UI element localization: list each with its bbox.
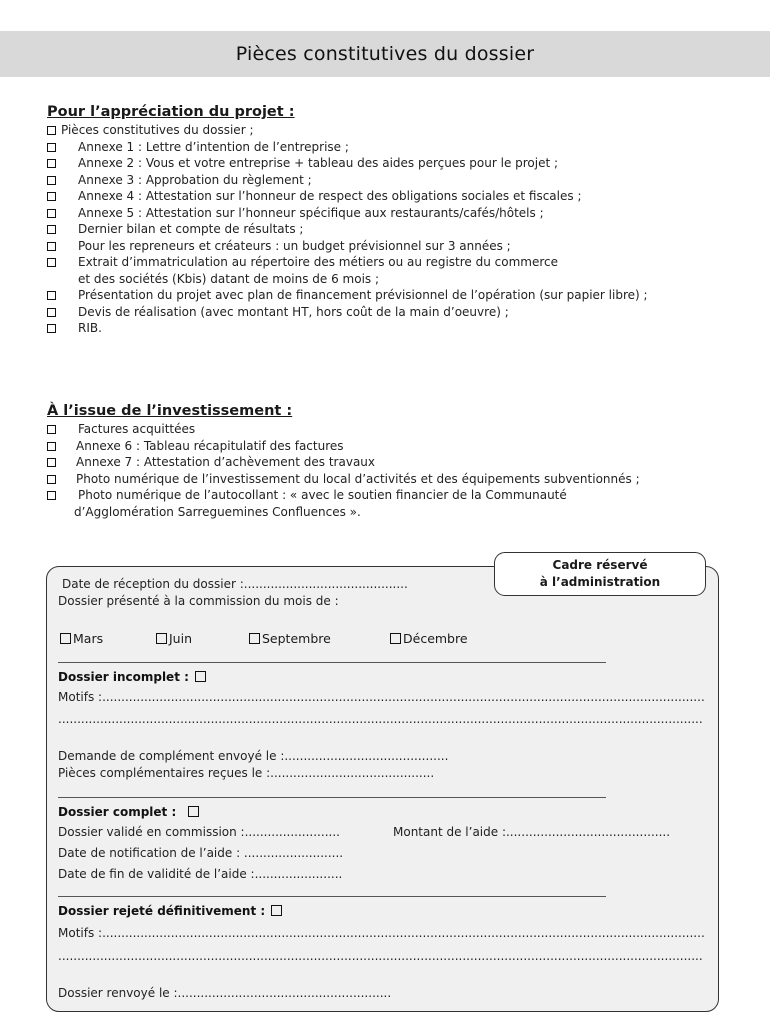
admin-frame <box>46 566 719 1012</box>
page-title: Pièces constitutives du dossier <box>235 43 535 65</box>
date-reception-field[interactable]: Date de réception du dossier :........................................... <box>62 577 408 591</box>
checklist-item <box>47 304 737 321</box>
dossier-rejete-checkbox[interactable] <box>271 905 282 916</box>
item-label: Annexe 4 : Attestation sur l’honneur de respect des obligations sociales et fiscales ; <box>78 189 582 203</box>
item-label-line2: d’Agglomération Sarreguemines Confluences ». <box>74 504 361 519</box>
divider <box>58 896 606 897</box>
item-label: Pour les repreneurs et créateurs : un budget prévisionnel sur 3 années ; <box>78 238 511 253</box>
checklist-item <box>47 421 737 438</box>
checkbox[interactable] <box>47 491 56 500</box>
dossier-incomplet-checkbox[interactable] <box>195 671 206 682</box>
checklist-item <box>47 287 737 304</box>
checklist-item <box>47 139 737 156</box>
motifs-rejete-field[interactable]: Motifs :.............................................................................................................................................................. <box>58 926 705 940</box>
item-label: Dernier bilan et compte de résultats ; <box>78 222 304 236</box>
checklist-item <box>47 205 737 222</box>
dossier-valide-field[interactable]: Dossier validé en commission :......................... <box>58 825 340 839</box>
item-label: Annexe 3 : Approbation du règlement ; <box>78 172 312 187</box>
item-label: Annexe 2 : Vous et votre entreprise + tableau des aides perçues pour le projet ; <box>78 156 559 170</box>
checklist-item <box>47 320 737 337</box>
item-label: Annexe 6 : Tableau récapitulatif des factures <box>76 438 344 453</box>
checkbox[interactable] <box>390 633 401 644</box>
checkbox[interactable] <box>47 192 56 201</box>
checkbox[interactable] <box>47 258 56 267</box>
checklist-item <box>47 238 737 255</box>
checkbox[interactable] <box>249 633 260 644</box>
month-label: Septembre <box>262 631 331 646</box>
checkbox[interactable] <box>47 242 56 251</box>
checkbox[interactable] <box>47 475 56 484</box>
dossier-incomplet-label: Dossier incomplet : <box>58 670 189 684</box>
motifs-incomplet-continuation[interactable]: ......................................................................................................................................................................... <box>58 712 703 726</box>
dossier-complet-row <box>58 804 199 820</box>
month-option-juin[interactable] <box>156 631 192 646</box>
admin-tab-line2: à l’administration <box>539 575 661 589</box>
checkbox[interactable] <box>47 126 56 135</box>
item-label: Photo numérique de l’investissement du local d’activités et des équipements subventionnés ; <box>76 471 640 486</box>
item-label: Pièces constitutives du dossier ; <box>61 123 254 137</box>
dossier-rejete-row <box>58 903 282 919</box>
month-label: Mars <box>73 631 104 646</box>
title-banner <box>0 31 770 77</box>
item-label: Présentation du projet avec plan de financement prévisionnel de l’opération (sur papier libre) ; <box>78 288 648 302</box>
item-label <box>74 487 567 520</box>
item-label-line1: Photo numérique de l’autocollant : « avec le soutien financier de la Communauté <box>78 488 567 502</box>
item-label-line1: Extrait d’immatriculation au répertoire des métiers ou au registre du commerce <box>78 255 559 269</box>
checklist-item <box>47 471 737 488</box>
checklist-item <box>47 221 737 238</box>
dossier-incomplet-row <box>58 669 206 685</box>
divider <box>58 797 606 798</box>
month-label: Juin <box>169 631 193 646</box>
section-appreciation <box>47 102 737 337</box>
checkbox[interactable] <box>47 458 56 467</box>
checklist-item <box>47 487 737 520</box>
item-label: Annexe 1 : Lettre d’intention de l’entreprise ; <box>78 139 349 154</box>
date-notification-field[interactable]: Date de notification de l’aide : .......................... <box>58 846 344 860</box>
item-label: Annexe 5 : Attestation sur l’honneur spécifique aux restaurants/cafés/hôtels ; <box>78 205 544 220</box>
item-label: Annexe 7 : Attestation d’achèvement des travaux <box>76 455 376 469</box>
dossier-presente-label: Dossier présenté à la commission du mois de : <box>58 594 339 608</box>
checklist-item <box>47 454 737 471</box>
section-title: Pour l’appréciation du projet : <box>47 104 295 120</box>
checkbox[interactable] <box>47 225 56 234</box>
section-issue-investissement <box>47 401 737 520</box>
section-title: À l’issue de l’investissement : <box>47 403 293 419</box>
checkbox[interactable] <box>156 633 167 644</box>
checkbox[interactable] <box>47 291 56 300</box>
checkbox[interactable] <box>47 442 56 451</box>
dossier-complet-checkbox[interactable] <box>188 806 199 817</box>
checkbox[interactable] <box>47 159 56 168</box>
checklist-item <box>47 188 737 205</box>
montant-aide-field[interactable]: Montant de l’aide :........................................... <box>393 825 671 839</box>
admin-tab-line1: Cadre réservé <box>552 558 648 572</box>
checklist-item <box>47 254 737 287</box>
month-option-septembre[interactable] <box>249 631 331 646</box>
item-label <box>78 254 558 287</box>
month-option-mars[interactable] <box>60 631 103 646</box>
item-label: Devis de réalisation (avec montant HT, hors coût de la main d’oeuvre) ; <box>78 304 509 319</box>
admin-tab <box>494 552 706 596</box>
motifs-rejete-continuation[interactable]: ......................................................................................................................................................................... <box>58 949 703 963</box>
checklist-item <box>47 155 737 172</box>
checklist-item <box>47 122 737 139</box>
checkbox[interactable] <box>47 324 56 333</box>
month-label: Décembre <box>403 631 468 646</box>
divider <box>58 662 606 663</box>
checkbox[interactable] <box>47 209 56 218</box>
checkbox[interactable] <box>47 176 56 185</box>
date-fin-validite-field[interactable]: Date de fin de validité de l’aide :....................... <box>58 867 343 881</box>
item-label: Factures acquittées <box>78 422 196 436</box>
dossier-rejete-label: Dossier rejeté définitivement : <box>58 904 266 918</box>
dossier-complet-label: Dossier complet : <box>58 805 177 819</box>
month-option-decembre[interactable] <box>390 631 468 646</box>
checkbox[interactable] <box>47 143 56 152</box>
demande-complement-field[interactable]: Demande de complément envoyé le :........................................... <box>58 749 449 763</box>
checkbox[interactable] <box>47 308 56 317</box>
checkbox[interactable] <box>60 633 71 644</box>
pieces-complementaires-field[interactable]: Pièces complémentaires reçues le :........................................... <box>58 766 435 780</box>
checklist-item <box>47 438 737 455</box>
item-label-line2: et des sociétés (Kbis) datant de moins de 6 mois ; <box>78 271 380 286</box>
checkbox[interactable] <box>47 425 56 434</box>
item-label: RIB. <box>78 321 102 335</box>
checklist-item <box>47 172 737 189</box>
motifs-incomplet-field[interactable]: Motifs :.............................................................................................................................................................. <box>58 690 705 704</box>
dossier-renvoye-field[interactable]: Dossier renvoyé le :........................................................ <box>58 986 392 1000</box>
